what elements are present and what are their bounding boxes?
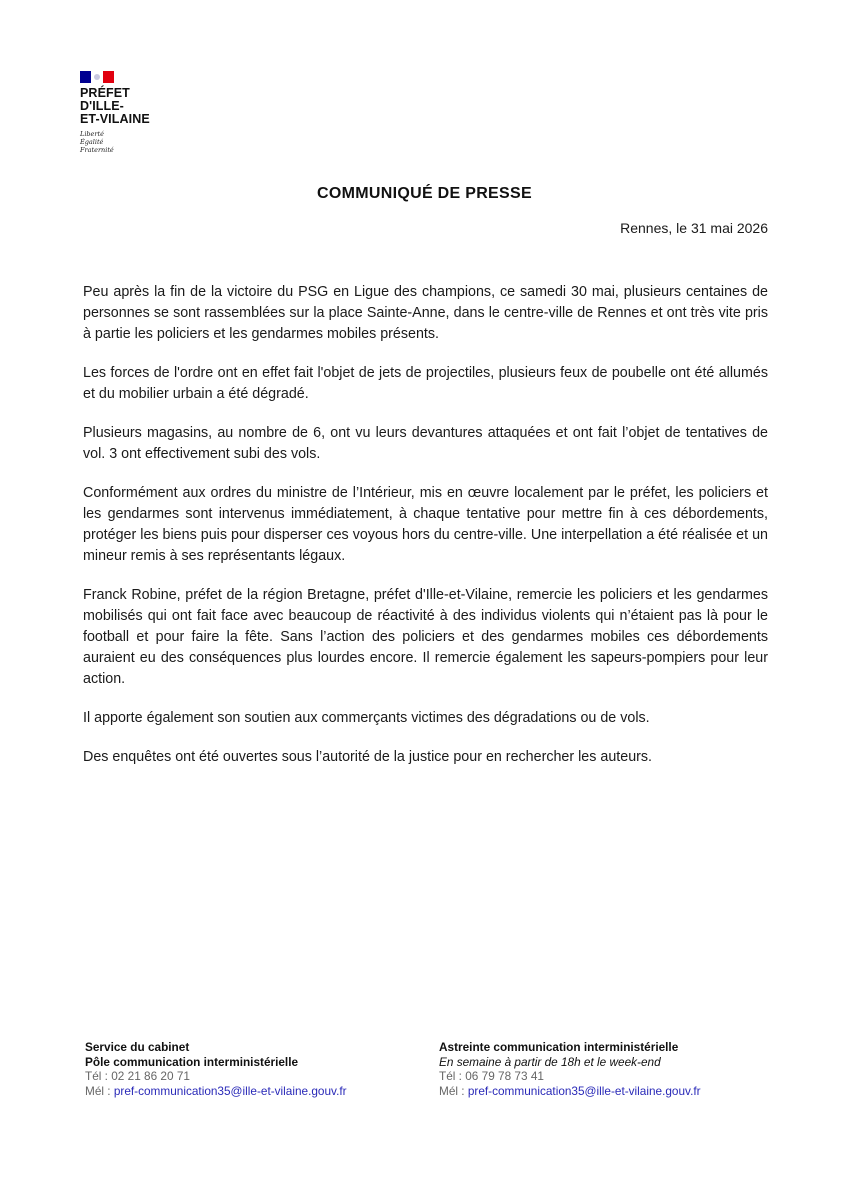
email-label: Mél : xyxy=(439,1083,468,1098)
footer-phone xyxy=(439,1069,701,1084)
footer-email xyxy=(85,1084,347,1099)
body-paragraph: Plusieurs magasins, au nombre de 6, ont vu leurs devantures attaquées et ont fait l’objet de tentatives de vol. 3 ont effectivement subi des vols. xyxy=(83,425,768,462)
motto-line: Fraternité xyxy=(80,146,114,154)
document-body xyxy=(83,282,768,786)
logo-prefecture-name xyxy=(80,87,180,126)
marianne-flag-icon xyxy=(80,71,114,83)
motto-line: Égalité xyxy=(80,138,104,146)
email-label: Mél : xyxy=(85,1083,114,1098)
footer-pole-name: Pôle communication interministérielle xyxy=(85,1054,299,1069)
footer-astreinte-hours: En semaine à partir de 18h et le week-end xyxy=(439,1054,661,1069)
document-title: COMMUNIQUÉ DE PRESSE xyxy=(317,185,532,202)
email-link[interactable]: pref-communication35@ille-et-vilaine.gouv.fr xyxy=(113,1083,347,1098)
phone-number: 02 21 86 20 71 xyxy=(111,1069,190,1083)
body-paragraph: Il apporte également son soutien aux commerçants victimes des dégradations ou de vols. xyxy=(83,710,650,726)
body-paragraph: Des enquêtes ont été ouvertes sous l’autorité de la justice pour en rechercher les auteurs. xyxy=(83,749,653,765)
body-paragraph: Peu après la fin de la victoire du PSG en Ligue des champions, ce samedi 30 mai, plusieurs centaines de personnes se sont rassemblées sur la place Sainte-Anne, dans le centre-ville de Rennes et ont très vite pris à partie les policiers et les gendarmes mobiles présents. xyxy=(83,284,768,342)
footer-astreinte-name: Astreinte communication interministérielle xyxy=(439,1040,679,1054)
logo-motto xyxy=(80,130,180,154)
logo-name-line: D'ILLE- xyxy=(80,99,124,113)
footer-phone xyxy=(85,1069,347,1084)
footer-contact-astreinte xyxy=(439,1040,701,1098)
footer-contact-cabinet xyxy=(85,1040,347,1098)
motto-line: Liberté xyxy=(80,130,104,138)
body-paragraph: Conformément aux ordres du ministre de l’Intérieur, mis en œuvre localement par le préfet, les policiers et les gendarmes sont intervenus immédiatement, à chaque tentative pour mettre fin à ces débordements, protéger les biens puis pour disperser ces voyous hors du centre-ville. Une interpellation a été réalisée et un mineur remis à ses représentants légaux. xyxy=(83,485,768,564)
body-paragraph: Les forces de l'ordre ont en effet fait l'objet de jets de projectiles, plusieurs feux de poubelle ont été allumés et du mobilier urbain a été dégradé. xyxy=(83,365,768,402)
logo-name-line: PRÉFET xyxy=(80,86,130,100)
footer-service-name: Service du cabinet xyxy=(85,1040,190,1054)
phone-number: 06 79 78 73 41 xyxy=(465,1069,544,1083)
phone-label: Tél : xyxy=(439,1069,466,1083)
phone-label: Tél : xyxy=(85,1069,112,1083)
footer-email xyxy=(439,1084,701,1099)
body-paragraph: Franck Robine, préfet de la région Bretagne, préfet d'Ille-et-Vilaine, remercie les policiers et les gendarmes mobilisés qui ont fait face avec beaucoup de réactivité à des individus violents qui n’étaient pas là pour le football et pour faire la fête. Sans l’action des policiers et des gendarmes mobiles ces débordements auraient eu des conséquences plus lourdes encore. Il remercie également les sapeurs-pompiers pour leur action. xyxy=(83,587,768,687)
email-link[interactable]: pref-communication35@ille-et-vilaine.gouv.fr xyxy=(467,1083,701,1098)
document-date: Rennes, le 31 mai 2026 xyxy=(620,220,768,236)
logo-name-line: ET-VILAINE xyxy=(80,112,150,126)
prefecture-logo xyxy=(80,71,180,154)
